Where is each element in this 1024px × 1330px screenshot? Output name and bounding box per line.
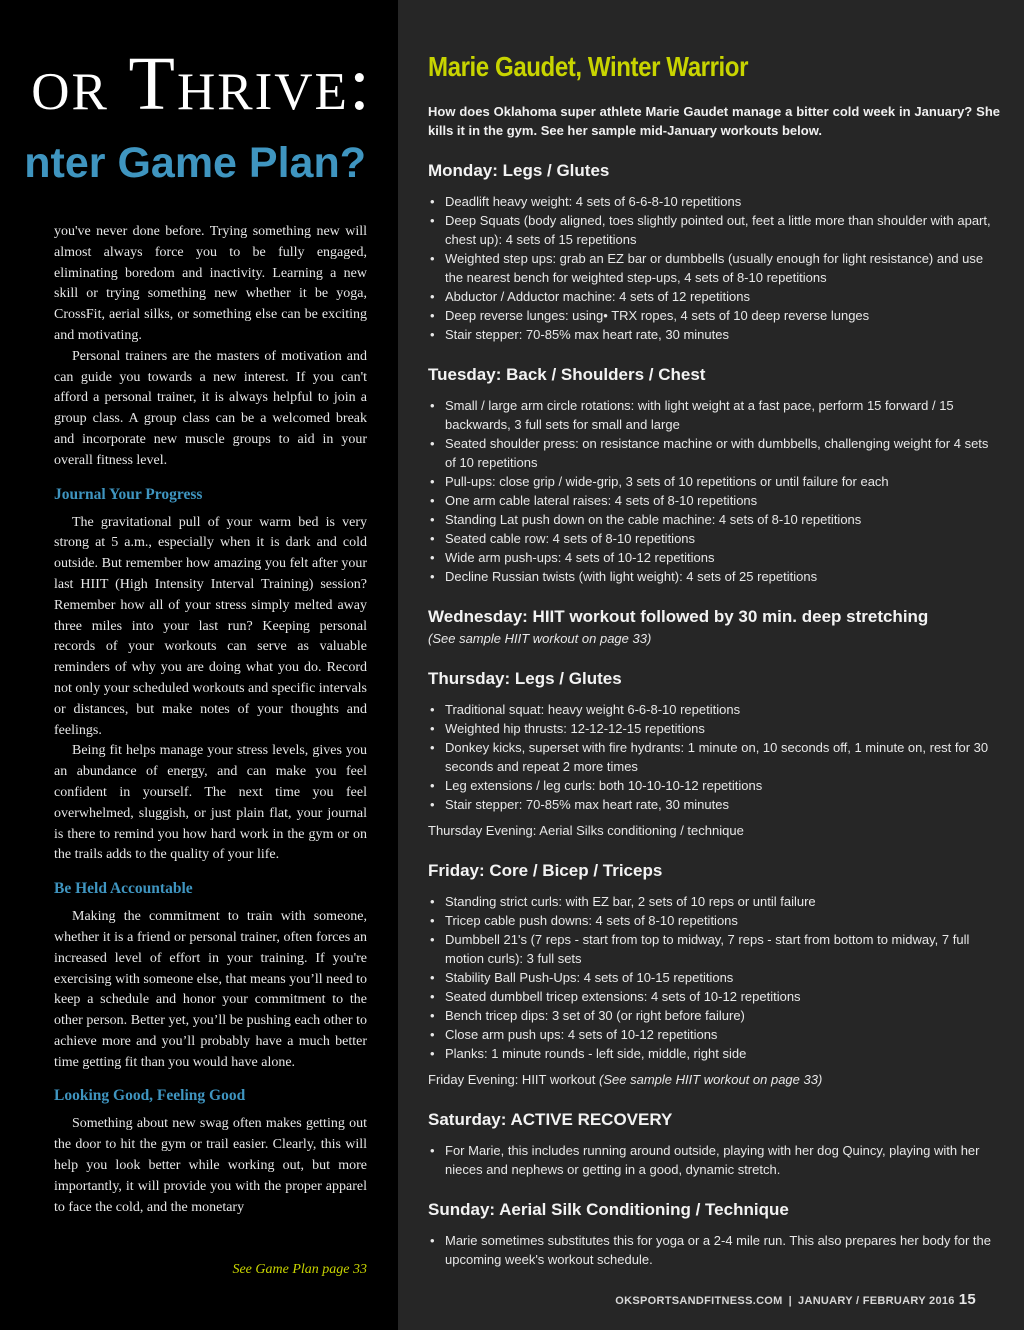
page-number: 15 <box>958 1291 976 1308</box>
day-thursday <box>428 668 1000 840</box>
list-item: • Wide arm push-ups: 4 sets of 10-12 repetitions <box>428 548 1000 567</box>
paragraph: The gravitational pull of your warm bed is very strong at 5 a.m., especially when it is dark and cold outside. But remember how amazing you felt after your last HIIT (High Intensity Interval Training) session? Remember how all of your stress simply melted away three miles into your last run? Keeping personal records of your workouts can serve as valuable reminders of why you are doing what you do. Record not only your scheduled workouts and specific intervals or distances, but make notes of your thoughts and feelings. <box>54 514 367 738</box>
day-subnote: (See sample HIIT workout on page 33) <box>428 631 652 646</box>
section-heading-accountable: Be Held Accountable <box>54 880 193 898</box>
sidebar-title: Marie Gaudet, Winter Warrior <box>428 51 749 82</box>
list-item: • Seated dumbbell tricep extensions: 4 sets of 10-12 repetitions <box>428 987 1000 1006</box>
list-item: • Standing strict curls: with EZ bar, 2 sets of 10 reps or until failure <box>428 892 1000 911</box>
workout-profile <box>428 50 1000 1269</box>
section-heading-looking-good: Looking Good, Feeling Good <box>54 1087 246 1105</box>
continued-link[interactable]: See Game Plan page 33 <box>232 1262 367 1277</box>
exercise-list <box>428 192 1000 344</box>
list-item: • Bench tricep dips: 3 set of 30 (or right before failure) <box>428 1006 1000 1025</box>
page-footer <box>615 1291 976 1308</box>
list-item: • Deep reverse lunges: using• TRX ropes, 4 sets of 10 deep reverse lunges <box>428 306 1000 325</box>
paragraph: Making the commitment to train with someone, whether it is a friend or personal trainer, often forces an increased level of effort in your training. If you're exercising with someone else, that means you’ll need to keep a schedule and honor your commitment to the other person. Better yet, you’ll be pushing each other to achieve more and you’ll probably have a much better time getting fit than you would have alone. <box>54 909 367 1070</box>
paragraph: Personal trainers are the masters of motivation and can guide you towards a new interest. If you can't afford a personal trainer, it is always helpful to join a group class. A group class can be a welcomed break and incorporate new muscle groups to aid in your overall fitness level. <box>54 348 367 468</box>
article-body <box>54 222 367 1218</box>
day-heading: Sunday: Aerial Silk Conditioning / Technique <box>428 1200 789 1219</box>
list-item: • Small / large arm circle rotations: with light weight at a fast pace, perform 15 forward / 15 backwards, 3 full sets for small and large <box>428 396 1000 434</box>
list-item: • Weighted step ups: grab an EZ bar or dumbbells (usually enough for light resistance) and use the nearest bench for weighted step-ups, 4 sets of 8-10 repetitions <box>428 249 1000 287</box>
paragraph: Being fit helps manage your stress levels, gives you an abundance of energy, and can make you feel confident in yourself. The next time you feel overwhelmed, sluggish, or just plain flat, your journal is there to remind you how hard work in the gym or on the trails adds to the quality of your life. <box>54 743 367 863</box>
list-item: • Stair stepper: 70-85% max heart rate, 30 minutes <box>428 325 1000 344</box>
list-item: • Donkey kicks, superset with fire hydrants: 1 minute on, 10 seconds off, 1 minute on, rest for 30 seconds and repeat 2 more times <box>428 738 1000 776</box>
list-item: • Dumbbell 21's (7 reps - start from top to midway, 7 reps - start from bottom to midway, 7 full motion curls): 3 full sets <box>428 930 1000 968</box>
evening-note-ref: (See sample HIIT workout on page 33) <box>599 1072 823 1087</box>
exercise-list <box>428 892 1000 1063</box>
day-heading: Friday: Core / Bicep / Triceps <box>428 861 663 880</box>
list-item: • For Marie, this includes running around outside, playing with her dog Quincy, playing with her nieces and nephews or getting in a good, dynamic stretch. <box>428 1141 1000 1179</box>
exercise-list <box>428 396 1000 586</box>
exercise-list <box>428 1141 1000 1179</box>
list-item: • Marie sometimes substitutes this for yoga or a 2-4 mile run. This also prepares her body for the upcoming week's workout schedule. <box>428 1231 1000 1269</box>
day-monday <box>428 160 1000 344</box>
list-item: • Abductor / Adductor machine: 4 sets of 12 repetitions <box>428 287 1000 306</box>
paragraph: you've never done before. Trying something new will almost always force you to be fully engaged, eliminating boredom and inactivity. Learning a new skill or trying something new whether it be yoga, CrossFit, aerial silks, or something else can be exciting and motivating. <box>54 224 367 343</box>
paragraph: Something about new swag often makes getting out the door to hit the gym or trail easier. Clearly, this will help you look better while working out, but more importantly, it will provide you with the proper apparel to face the cold, and the monetary <box>54 1116 367 1215</box>
exercise-list <box>428 1231 1000 1269</box>
day-heading: Monday: Legs / Glutes <box>428 161 610 180</box>
footer-issue: JANUARY / FEBRUARY 2016 <box>798 1295 955 1307</box>
day-tuesday <box>428 364 1000 586</box>
evening-note: Thursday Evening: Aerial Silks conditioning / technique <box>428 823 744 838</box>
list-item: • Close arm push ups: 4 sets of 10-12 repetitions <box>428 1025 1000 1044</box>
article-column <box>0 0 398 1330</box>
list-item: • Stair stepper: 70-85% max heart rate, 30 minutes <box>428 795 1000 814</box>
footer-site[interactable]: OKSPORTSANDFITNESS.COM <box>615 1295 783 1307</box>
list-item: • Planks: 1 minute rounds - left side, middle, right side <box>428 1044 1000 1063</box>
day-sunday <box>428 1199 1000 1269</box>
day-saturday <box>428 1109 1000 1179</box>
list-item: • Tricep cable push downs: 4 sets of 8-10 repetitions <box>428 911 1000 930</box>
day-friday <box>428 860 1000 1089</box>
list-item: • Decline Russian twists (with light weight): 4 sets of 25 repetitions <box>428 567 1000 586</box>
list-item: • Deadlift heavy weight: 4 sets of 6-6-8-10 repetitions <box>428 192 1000 211</box>
evening-note-text: Friday Evening: HIIT workout <box>428 1072 596 1087</box>
footer-separator: | <box>788 1295 793 1307</box>
day-wednesday <box>428 606 1000 648</box>
list-item: • Pull-ups: close grip / wide-grip, 3 sets of 10 repetitions or until failure for each <box>428 472 1000 491</box>
evening-note <box>428 1070 1000 1089</box>
list-item: • Traditional squat: heavy weight 6-6-8-10 repetitions <box>428 700 1000 719</box>
section-heading-journal: Journal Your Progress <box>54 485 203 503</box>
list-item: • Standing Lat push down on the cable machine: 4 sets of 8-10 repetitions <box>428 510 1000 529</box>
headline-line-2: nter Game Plan? <box>24 139 366 187</box>
list-item: • Seated shoulder press: on resistance machine or with dumbbells, challenging weight for 4 sets of 10 repetitions <box>428 434 1000 472</box>
list-item: • Stability Ball Push-Ups: 4 sets of 10-15 repetitions <box>428 968 1000 987</box>
list-item: • Leg extensions / leg curls: both 10-10-10-12 repetitions <box>428 776 1000 795</box>
exercise-list <box>428 700 1000 814</box>
day-heading: Wednesday: HIIT workout followed by 30 min. deep stretching <box>428 607 929 626</box>
list-item: • Deep Squats (body aligned, toes slightly pointed out, feet a little more than shoulder with apart, chest up): 4 sets of 15 repetitions <box>428 211 1000 249</box>
day-heading: Saturday: ACTIVE RECOVERY <box>428 1110 673 1129</box>
day-heading: Tuesday: Back / Shoulders / Chest <box>428 365 706 384</box>
sidebar-panel <box>398 0 1024 1330</box>
headline-line-1: or Thrive: <box>31 42 372 126</box>
list-item: • Weighted hip thrusts: 12-12-12-15 repetitions <box>428 719 1000 738</box>
day-heading: Thursday: Legs / Glutes <box>428 669 622 688</box>
list-item: • One arm cable lateral raises: 4 sets of 8-10 repetitions <box>428 491 1000 510</box>
sidebar-intro: How does Oklahoma super athlete Marie Gaudet manage a bitter cold week in January? She kills it in the gym. See her sample mid-January workouts below. <box>428 104 1000 138</box>
list-item: • Seated cable row: 4 sets of 8-10 repetitions <box>428 529 1000 548</box>
